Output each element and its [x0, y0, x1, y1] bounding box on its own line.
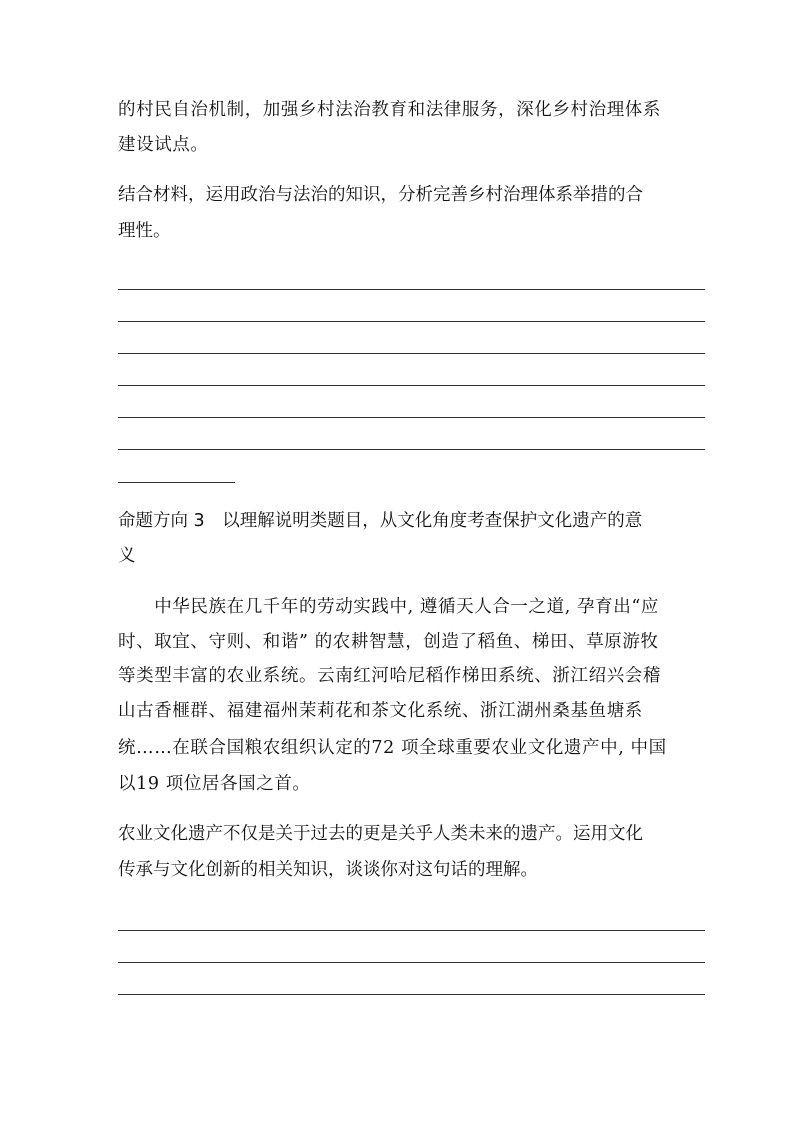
section-divider [118, 482, 235, 483]
question-line: 结合材料，运用政治与法治的知识，分析完善乡村治理体系举措的合 [118, 185, 643, 205]
material-line: 山古香榧群、福建福州茉莉花和茶文化系统、浙江湖州桑基鱼塘系 [118, 701, 643, 721]
answer-line[interactable] [118, 385, 705, 386]
material-line: 等类型丰富的农业系统。云南红河哈尼稻作梯田系统、浙江绍兴会稽 [118, 666, 661, 686]
answer-line[interactable] [118, 449, 705, 450]
question-line: 农业文化遗产不仅是关于过去的更是关乎人类未来的遗产。运用文化 [118, 824, 643, 844]
material-line: 建设试点。 [118, 135, 209, 155]
section-heading: 命题方向 3 以理解说明类题目，从文化角度考查保护文化遗产的意 [118, 511, 643, 531]
question-line: 传承与文化创新的相关知识，谈谈你对这句话的理解。 [118, 860, 538, 880]
question-line: 理性。 [118, 221, 171, 241]
material-line: 统……在联合国粮农组织认定的72 项全球重要农业文化遗产中, 中国 [118, 738, 667, 758]
material-line: 中华民族在几千年的劳动实践中, 遵循天人合一之道, 孕育出“应 [118, 597, 659, 617]
material-line: 以19 项位居各国之首。 [118, 774, 311, 794]
answer-line[interactable] [118, 321, 705, 322]
answer-line[interactable] [118, 962, 705, 963]
answer-line[interactable] [118, 417, 705, 418]
answer-line[interactable] [118, 353, 705, 354]
answer-line[interactable] [118, 289, 705, 290]
material-line: 的村民自治机制，加强乡村法治教育和法律服务，深化乡村治理体系 [118, 100, 661, 120]
answer-line[interactable] [118, 994, 705, 995]
section-heading: 义 [118, 546, 136, 566]
material-line: 时、取宜、守则、和谐” 的农耕智慧，创造了稻鱼、梯田、草原游牧 [118, 632, 659, 652]
answer-line[interactable] [118, 930, 705, 931]
